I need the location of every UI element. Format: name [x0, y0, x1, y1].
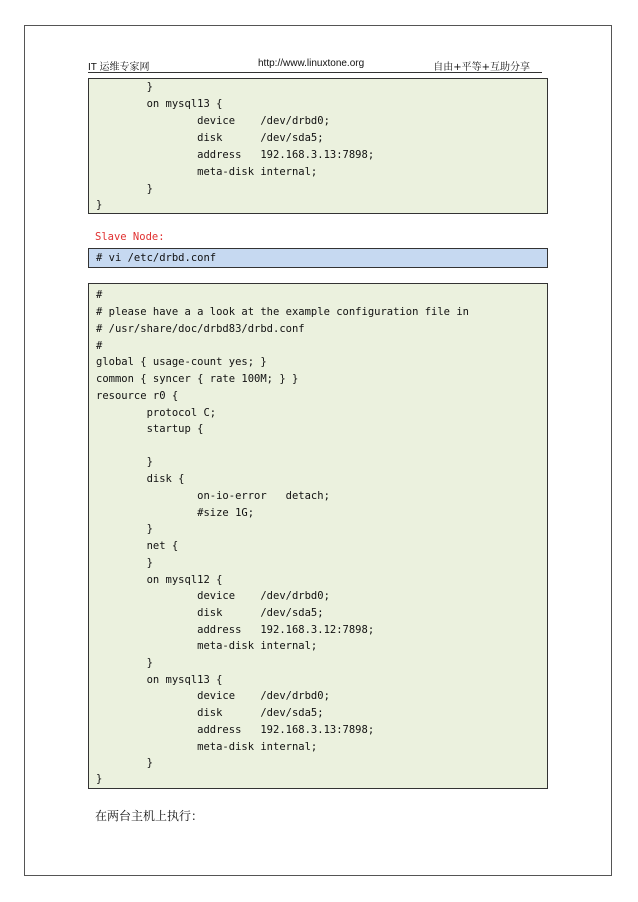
code-line: # /usr/share/doc/drbd83/drbd.conf	[96, 323, 305, 335]
code-line: common { syncer { rate 100M; } }	[96, 373, 299, 385]
code-line: on mysql13 {	[96, 98, 223, 110]
code-line: global { usage-count yes; }	[96, 356, 267, 368]
code-line: resource r0 {	[96, 390, 179, 402]
header-slogan: 自由+平等+互助分享	[433, 62, 530, 73]
header-url[interactable]: http://www.linuxtone.org	[258, 58, 365, 69]
code-line: on-io-error detach;	[96, 490, 330, 502]
code-line: }	[96, 183, 153, 195]
code-line: on mysql13 {	[96, 674, 223, 686]
slave-node-label: Slave Node:	[95, 231, 165, 243]
code-line: meta-disk internal;	[96, 741, 318, 753]
paragraph-text: 在两台主机上执行：	[95, 809, 204, 823]
command-line-box: # vi /etc/drbd.conf	[88, 248, 548, 268]
code-line: meta-disk internal;	[96, 640, 318, 652]
code-line: device /dev/drbd0;	[96, 590, 330, 602]
code-line: on mysql12 {	[96, 574, 223, 586]
code-line: net {	[96, 540, 179, 552]
header-site-name: IT 运维专家网	[88, 62, 150, 73]
code-line: device /dev/drbd0;	[96, 690, 330, 702]
code-line: address 192.168.3.13:7898;	[96, 149, 375, 161]
code-line: }	[96, 773, 103, 785]
code-line: # please have a a look at the example configuration file in	[96, 306, 469, 318]
code-line: disk /dev/sda5;	[96, 707, 324, 719]
code-line: #	[96, 289, 103, 301]
code-line: #	[96, 340, 103, 352]
code-line: device /dev/drbd0;	[96, 115, 330, 127]
code-line: }	[96, 523, 153, 535]
code-line: address 192.168.3.13:7898;	[96, 724, 375, 736]
code-line: disk /dev/sda5;	[96, 607, 324, 619]
code-line: }	[96, 81, 153, 93]
code-line: protocol C;	[96, 407, 217, 419]
code-line: #size 1G;	[96, 507, 255, 519]
code-line: address 192.168.3.12:7898;	[96, 624, 375, 636]
code-line: }	[96, 757, 153, 769]
code-line: startup {	[96, 423, 204, 435]
code-line: disk {	[96, 473, 185, 485]
page-header	[88, 55, 542, 73]
code-block-master-tail	[88, 78, 548, 214]
code-line: }	[96, 199, 103, 211]
code-line: meta-disk internal;	[96, 166, 318, 178]
code-line: disk /dev/sda5;	[96, 132, 324, 144]
code-block-drbd-conf	[88, 283, 548, 789]
code-line: }	[96, 557, 153, 569]
code-line: }	[96, 456, 153, 468]
code-line: }	[96, 657, 153, 669]
